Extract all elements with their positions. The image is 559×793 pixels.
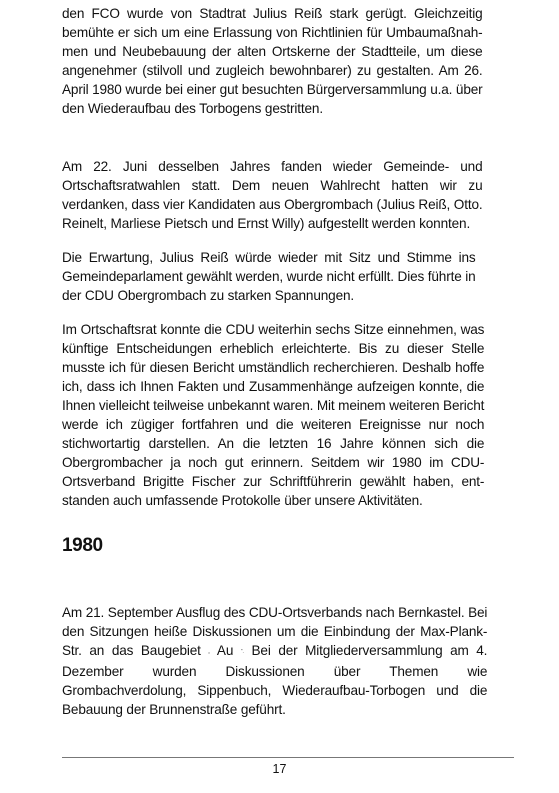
section-paragraph xyxy=(62,603,487,719)
quote-mark: „ xyxy=(208,649,211,655)
text-line: ich, dass ich Ihnen Fakten und Zusammenhänge aufzeigen konnte, die xyxy=(62,379,485,394)
text-line: Im Ortschaftsrat konnte die CDU weiterhin sechs Sitze einnehmen, was xyxy=(62,322,485,337)
text-line-with-marks xyxy=(62,641,487,662)
page-number: 17 xyxy=(272,762,287,776)
text-fragment: Str. an das Baugebiet xyxy=(62,643,201,658)
text-line: men und Neubebauung der alten Ortskerne der Stadtteile, um diese xyxy=(62,44,483,59)
text-line: angenehmer (stilvoll und zugleich bewohnbarer) zu gestalten. Am 26. xyxy=(62,63,483,78)
text-line: Ortschaftsratwahlen statt. Dem neuen Wahlrecht hatten wir zu xyxy=(62,178,483,193)
text-line: Gemeindeparlament gewählt werden, wurde nicht erfüllt. Dies führte in xyxy=(62,269,476,284)
text-line: April 1980 wurde bei einer gut besuchten Bürgerversammlung u.a. über xyxy=(62,82,483,97)
text-line: Ortsverband Brigitte Fischer zur Schriftführerin gewählt haben, ent- xyxy=(62,474,485,489)
text-line: den Wiederaufbau des Torbogens gestritten. xyxy=(62,101,323,116)
text-line: Die Erwartung, Julius Reiß würde wieder mit Sitz und Stimme ins xyxy=(62,250,476,265)
text-line: Ihnen vielleicht teilweise unbekannt waren. Mit meinem weiteren Bericht xyxy=(62,398,485,413)
text-line: den FCO wurde von Stadtrat Julius Reiß stark gerügt. Gleichzeitig xyxy=(62,6,483,21)
text-line: Am 21. September Ausflug des CDU-Ortsverbands nach Bernkastel. Bei xyxy=(62,605,488,620)
text-line: Am 22. Juni desselben Jahres fanden wieder Gemeinde- und xyxy=(62,159,483,174)
section-heading: 1980 xyxy=(62,535,103,556)
paragraph-2 xyxy=(62,157,483,233)
paragraph-4 xyxy=(62,320,484,510)
text-line: stichwortartig darstellen. An die letzten 16 Jahre können sich die xyxy=(62,436,485,451)
text-line: der CDU Obergrombach zu starken Spannungen. xyxy=(62,288,355,303)
text-line: Reinelt, Marliese Pietsch und Ernst Willy) aufgestellt werden konnten. xyxy=(62,216,471,231)
text-line: Dezember wurden Diskussionen über Themen wie xyxy=(62,664,488,679)
text-line: Grombachverdolung, Sippenbuch, Wiederaufbau-Torbogen und die xyxy=(62,683,488,698)
text-line: werde ich zügiger fortfahren und die weiteren Ereignisse nur noch xyxy=(62,417,485,432)
text-line: Bebauung der Brunnenstraße geführt. xyxy=(62,702,286,717)
text-line: künftige Entscheidungen erheblich erleichterte. Bis zu dieser Stelle xyxy=(62,341,485,356)
paragraph-3 xyxy=(62,248,476,305)
text-fragment: Au xyxy=(216,643,234,658)
quote-mark: “. xyxy=(240,649,244,655)
text-line: Obergrombacher ja noch gut erinnern. Seitdem wir 1980 im CDU- xyxy=(62,455,485,470)
text-line: bemühte er sich um eine Erlassung von Richtlinien für Umbaumaßnah- xyxy=(62,25,483,40)
text-line: verdanken, dass vier Kandidaten aus Obergrombach (Julius Reiß, Otto. xyxy=(62,197,483,212)
text-line: standen auch umfassende Protokolle über unsere Aktivitäten. xyxy=(62,493,423,508)
text-line: den Sitzungen heiße Diskussionen um die Einbindung der Max-Plank- xyxy=(62,624,488,639)
text-line: musste ich für diesen Bericht umständlich recherchieren. Deshalb hoffe xyxy=(62,360,485,375)
paragraph-1 xyxy=(62,4,483,118)
text-fragment: Bei der Mitgliederversammlung am 4. xyxy=(251,643,488,658)
footer-divider xyxy=(62,757,514,758)
